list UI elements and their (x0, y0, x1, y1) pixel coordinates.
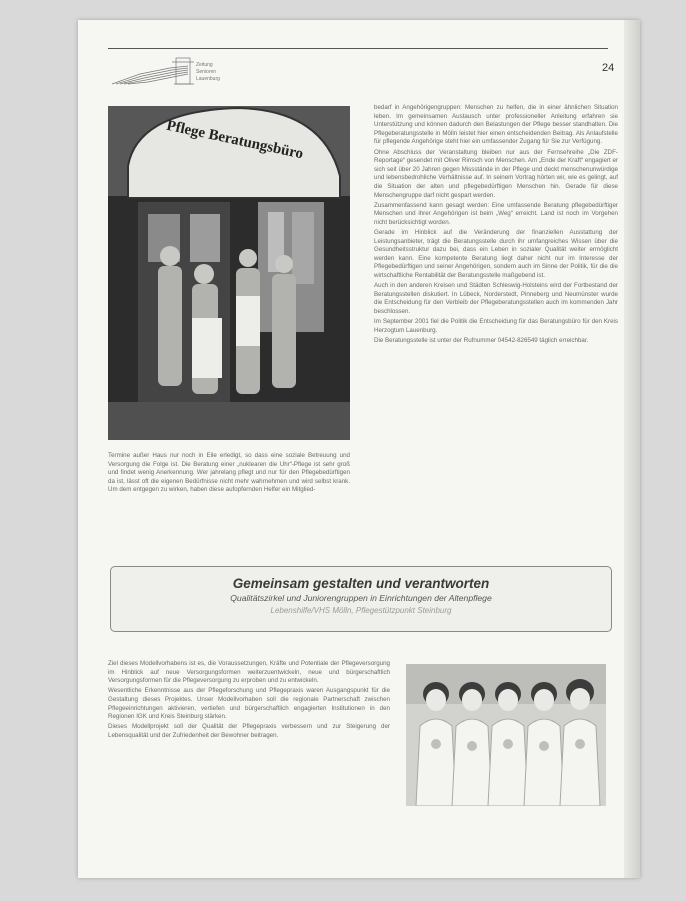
photo-advisory-office (108, 106, 350, 440)
article-text-left-bottom (108, 452, 350, 556)
magazine-logo (110, 54, 230, 88)
article-title: Gemeinsam gestalten und verantworten (232, 576, 490, 591)
logo-line-3: Lauenburg (196, 76, 220, 82)
paragraph: Zusammenfassend kann gesagt werden: Eine umfassende Beratung pflegebedürftiger Menschen und ihrer Angehörigen ist beim „Weg“ erreicht. Land ist noch im Vorgehen nicht berücksichtigt worden. (374, 201, 618, 226)
paragraph: Im September 2001 fiel die Politik die Entscheidung für das Beratungsbüro für den Kreis Herzogtum Lauenburg. (374, 318, 618, 334)
sign-text: Pflege Beratungsbüro (165, 117, 305, 163)
paragraph: bedarf in Angehörigengruppen: Menschen zu helfen, die in einer ähnlichen Situation leben. Im gemeinsamen Austausch unter professioneller Anleitung erfahren sie Unterstützung und können dadurch den Belastungen der Pflege besser standhalten. Die Pflegeberatungsstelle in Mölln leistet hier einen entscheidenden Beitrag. Als Anlaufstelle für pflegende Angehörige steht hier ein umfassender Zugang für Sie zur Verfügung. (374, 104, 618, 146)
article-text-bottom (108, 660, 390, 820)
article-heading-box (110, 566, 612, 632)
paragraph: Wesentliche Erkenntnisse aus der Pflegeforschung und Pflegepraxis waren Ausgangspunkt für die Gestaltung dieses Projektes. Unser Modellvorhaben soll die regionale Partnerschaft zwischen Pflegeeinrichtungen aktivieren, vertiefen und bürgerschaftlich engagierten Institutionen in den Regionen IGK und Kreis Steinburg stärken. (108, 687, 390, 721)
document-page (78, 20, 640, 878)
logo-line-1: Zeitung (196, 62, 213, 68)
article-author: Lebenshilfe/VHS Mölln, Pflegestützpunkt Steinburg (270, 606, 452, 615)
paragraph: Ziel dieses Modellvorhabens ist es, die Voraussetzungen, Kräfte und Potentiale der Pflegeversorgung im Hinblick auf neue Versorgungsformen weiterzuentwickeln, neue und bürgerschaftlich Versorgungsformen für die Pflegeversorgung zu erproben und zu entwickeln. (108, 660, 390, 685)
article-text-right-column (374, 104, 618, 548)
paragraph: Dieses Modellprojekt soll der Qualität der Pflegepraxis verbessern und zur Steigerung der Lebensqualität und der Zufriedenheit der Bewohner beitragen. (108, 723, 390, 739)
page-edge-shadow (624, 20, 640, 878)
paragraph: Die Beratungsstelle ist unter der Rufnummer 04542-826549 täglich erreichbar. (374, 337, 589, 344)
page-number: 24 (602, 62, 615, 74)
paragraph: Gerade im Hinblick auf die Veränderung der finanziellen Ausstattung der Leistungsanbieter, trägt die Beratungsstelle durch ihr umfangreiches Wissen über die Gesundheitsstruktur dazu bei, dass ein Leben in sozialer Qualität weiter ermöglicht werden kann. Eine kompetente Beratung liegt daher nicht nur im Interesse der Pflegebedürftigen und seiner Angehörigen, sondern auch im Sinne der Politik, für die die wirtschaftliche Rentabilität der Beratungsstelle maßgebend ist. (374, 229, 618, 280)
paragraph: Termine außer Haus nur noch in Eile erledigt, so dass eine soziale Betreuung und Versorgung die Folge ist. Die Beratung einer „nuklearen die Uhr“-Pflege ist sehr groß und findet wenig Anerkennung. Wer jahrelang pflegt und nur für den Pflegebedürftigen da ist, lässt oft die eigenen Bedürfnisse nicht mehr wahrnehmen und wird selbst krank. Um dem entgegen zu wirken, haben diese aufopfernden Helfer ein Mitglied- (108, 452, 350, 494)
article-subtitle: Qualitätszirkel und Juniorengruppen in Einrichtungen der Altenpflege (230, 593, 492, 603)
paragraph: Ohne Abschluss der Veranstaltung bleiben nur aus der Fernsehreihe „Die ZDF-Reportage“ gesendet mit Oliver Rimsch von Menschen. Am „Ende der Kraft“ engagiert er sich seit über 20 Jahren gegen Missstände in der Pflege und deckt menschenunwürdige und lebensbedrohliche Verhältnisse auf. In seinem Vortrag hörten wir, wie es gelingt, auf die Situation der alten und pflegebedürftigen Menschen hin. Gerade für diese Menschengruppe darf nicht gespart werden. (374, 148, 618, 199)
photo-care-staff-group (406, 664, 606, 806)
paragraph: Auch in den anderen Kreisen und Städten Schleswig-Holsteins wird der Fortbestand der Beratungsstellen diskutiert. In Lübeck, Norderstedt, Pinneberg und Neumünster wurde die Entscheidung für den Verbleib der Pflegeberatungsstellen auch im kommenden Jahr beschlossen. (374, 282, 618, 316)
header-rule (108, 48, 608, 49)
logo-line-2: Senioren (196, 69, 217, 75)
